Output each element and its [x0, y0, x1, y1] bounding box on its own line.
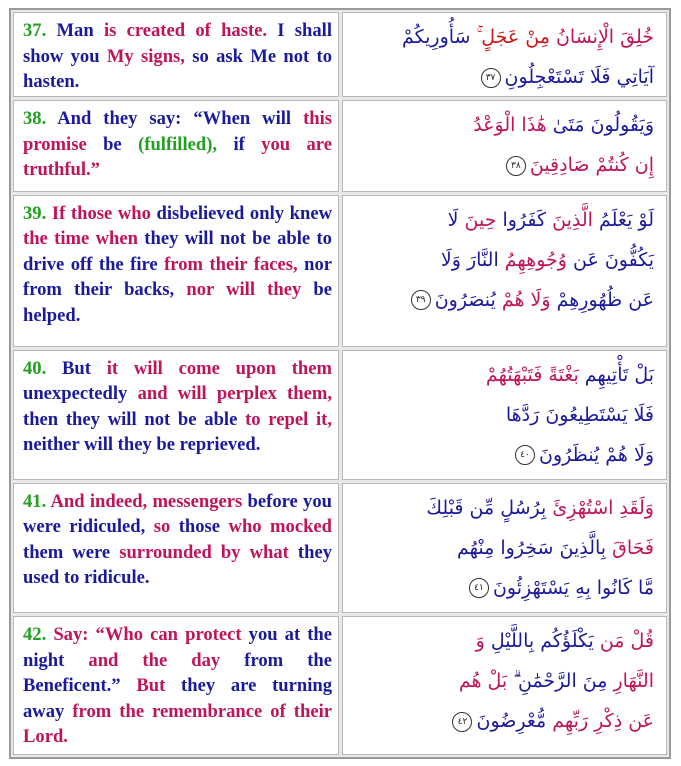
- arabic-line: [351, 488, 654, 528]
- arabic-segment: إِن كُنتُمْ صَادِقِينَ: [529, 154, 654, 176]
- verse-number-marker: ٤٢: [452, 712, 472, 732]
- arabic-segment: مُّعْرِضُونَ: [476, 710, 547, 733]
- arabic-segment: وَ: [475, 630, 485, 653]
- arabic-segment: بَلْ تَأْتِيهِم: [578, 363, 654, 386]
- english-translation: [13, 12, 339, 97]
- translation-segment: you are truthful.”: [23, 133, 332, 180]
- translation-segment: before you were ridiculed,: [23, 490, 332, 538]
- arabic-line: [351, 145, 654, 185]
- translation-segment: nor will they: [186, 279, 314, 301]
- translation-segment: those who: [70, 202, 157, 224]
- verse-row: [13, 483, 667, 614]
- translation-segment: they will not be able to drive off the fire: [23, 228, 332, 275]
- arabic-segment: يُنصَرُونَ: [434, 288, 496, 311]
- arabic-line: [351, 395, 654, 435]
- arabic-segment: مِنَ الرَّحْمَٰنِ: [513, 670, 608, 693]
- translation-segment: so ask Me not to hasten.: [23, 45, 332, 92]
- translation-segment: disbelieved only knew: [156, 202, 333, 224]
- arabic-line: [351, 355, 654, 395]
- verse-label: 40.: [23, 357, 63, 379]
- translation-segment: they are turning away: [23, 675, 332, 722]
- arabic-line: [351, 435, 654, 475]
- arabic-segment: قُلْ مَن: [593, 630, 654, 653]
- arabic-segment: كَفَرُوا: [496, 208, 547, 231]
- verse-label: 38.: [23, 108, 58, 129]
- arabic-segment: يَكْلَؤُكُم: [534, 630, 594, 653]
- english-translation: [13, 350, 339, 480]
- arabic-segment: وُجُوهِهِمُ: [498, 248, 567, 271]
- translation-segment: from the Beneficent.”: [23, 649, 332, 697]
- arabic-segment: وَلَا هُمْ يُنظَرُونَ: [539, 443, 654, 466]
- verse-label: 39.: [23, 202, 52, 224]
- arabic-line: [351, 17, 654, 57]
- translation-segment: so: [153, 516, 179, 538]
- arabic-text: [342, 616, 667, 755]
- verse-row: [13, 100, 667, 192]
- arabic-line: [351, 57, 654, 97]
- translation-segment: to repel it,: [245, 408, 332, 430]
- translation-segment: them were: [23, 541, 120, 563]
- arabic-segment: حِينَ: [458, 208, 497, 231]
- english-translation: [13, 195, 339, 347]
- verse-label: 41.: [23, 490, 51, 512]
- verse-table: [9, 8, 671, 759]
- verse-row: [13, 350, 667, 480]
- translation-segment: be helped.: [23, 279, 332, 326]
- arabic-line: [351, 105, 654, 145]
- arabic-segment: يَكُفُّونَ عَن: [566, 248, 654, 271]
- arabic-segment: النَّارَ وَلَا: [440, 248, 499, 271]
- translation-segment: it will come upon them: [106, 357, 332, 379]
- verse-number-marker: ٣٨: [506, 156, 526, 176]
- verse-label: 37.: [23, 20, 57, 41]
- translation-segment: you at the night: [23, 624, 333, 671]
- arabic-segment: آيَاتِي فَلَا تَسْتَعْجِلُونِ: [504, 66, 654, 88]
- arabic-line: [351, 568, 654, 608]
- arabic-segment: مِنْ عَجَلٍ: [476, 26, 550, 48]
- verse-number-marker: ٤٠: [515, 445, 535, 465]
- translation-segment: is created of haste.: [103, 20, 278, 41]
- arabic-line: [351, 621, 654, 661]
- english-translation: [13, 483, 339, 614]
- arabic-text: [342, 100, 667, 192]
- verse-row: [13, 12, 667, 97]
- translation-segment: But: [62, 357, 107, 379]
- arabic-text: [342, 195, 667, 347]
- translation-segment: surrounded by what: [119, 541, 298, 563]
- arabic-segment: بِاللَّيْلِ: [484, 630, 535, 653]
- verse-number-marker: ٣٩: [411, 290, 431, 310]
- arabic-segment: وَلَقَدِ اسْتُهْزِئَ: [546, 496, 654, 519]
- translation-segment: My signs,: [106, 45, 193, 67]
- english-translation: [13, 616, 339, 755]
- translation-segment: And indeed, messengers: [50, 490, 248, 512]
- translation-segment: who mocked: [228, 516, 333, 538]
- english-translation: [13, 100, 339, 192]
- translation-segment: neither will they be reprieved.: [23, 434, 261, 456]
- arabic-segment: بَغْتَةً فَتَبْهَتُهُمْ: [485, 363, 579, 386]
- verse-row: [13, 195, 667, 347]
- translation-segment: and the day: [88, 649, 245, 671]
- arabic-segment: فَحَاقَ: [606, 536, 654, 559]
- arabic-line: [351, 280, 654, 320]
- translation-segment: (fulfilled),: [138, 133, 234, 155]
- arabic-text: [342, 483, 667, 614]
- arabic-line: [351, 661, 654, 701]
- verse-number-marker: ٣٧: [481, 68, 501, 88]
- arabic-line: [351, 200, 654, 240]
- translation-segment: and will perplex them,: [137, 383, 332, 405]
- verse-label: 42.: [23, 624, 54, 646]
- arabic-segment: بِرُسُلٍ مِّن قَبْلِكَ: [426, 496, 547, 519]
- translation-segment: nor from their backs,: [23, 253, 332, 301]
- arabic-segment: لَوْ يَعْلَمُ: [592, 208, 654, 231]
- translation-segment: be: [103, 133, 139, 155]
- arabic-text: [342, 350, 667, 480]
- translation-segment: If: [51, 202, 71, 224]
- arabic-segment: هَٰذَا الْوَعْدُ: [473, 114, 547, 136]
- arabic-segment: ۗ بَلْ هُم: [458, 670, 514, 693]
- verse-row: [13, 616, 667, 755]
- arabic-segment: الَّذِينَ: [546, 208, 593, 231]
- arabic-segment: لَا: [447, 208, 459, 231]
- arabic-segment: وَلَا هُمْ: [495, 288, 551, 311]
- translation-segment: And they say: “When will: [57, 108, 304, 129]
- arabic-segment: وَيَقُولُونَ مَتَىٰ: [546, 114, 654, 136]
- arabic-segment: فَلَا يَسْتَطِيعُونَ رَدَّهَا: [505, 403, 654, 426]
- translation-segment: unexpectedly: [23, 383, 138, 405]
- translation-segment: from their faces,: [164, 253, 305, 275]
- arabic-segment: ۚ سَأُورِيكُمْ: [401, 26, 477, 48]
- arabic-segment: عَن ذِكْرِ رَبِّهِم: [546, 710, 654, 733]
- translation-segment: Say: “Who can protect: [53, 624, 249, 646]
- translation-segment: Man: [56, 20, 104, 41]
- arabic-text: [342, 12, 667, 97]
- translation-segment: the time when: [23, 228, 145, 250]
- translation-segment: But: [136, 675, 182, 697]
- translation-segment: this promise: [23, 108, 332, 155]
- translation-segment: from the remembrance of their Lord.: [23, 700, 333, 748]
- arabic-segment: عَن ظُهُورِهِمْ: [550, 288, 654, 311]
- translation-segment: those: [178, 516, 229, 538]
- verse-number-marker: ٤١: [469, 578, 489, 598]
- translation-segment: then they will not be able: [23, 408, 246, 430]
- arabic-segment: بِالَّذِينَ سَخِرُوا مِنْهُم: [456, 536, 607, 559]
- arabic-line: [351, 240, 654, 280]
- translation-segment: they used to ridicule.: [23, 541, 332, 589]
- arabic-segment: النَّهَارِ: [607, 670, 654, 693]
- translation-segment: if: [233, 133, 262, 155]
- arabic-segment: مَّا كَانُوا بِهِ يَسْتَهْزِئُونَ: [492, 576, 654, 599]
- arabic-segment: خُلِقَ الْإِنسَانُ: [549, 26, 654, 48]
- arabic-line: [351, 701, 654, 741]
- arabic-line: [351, 528, 654, 568]
- translation-segment: I shall show you: [23, 20, 332, 67]
